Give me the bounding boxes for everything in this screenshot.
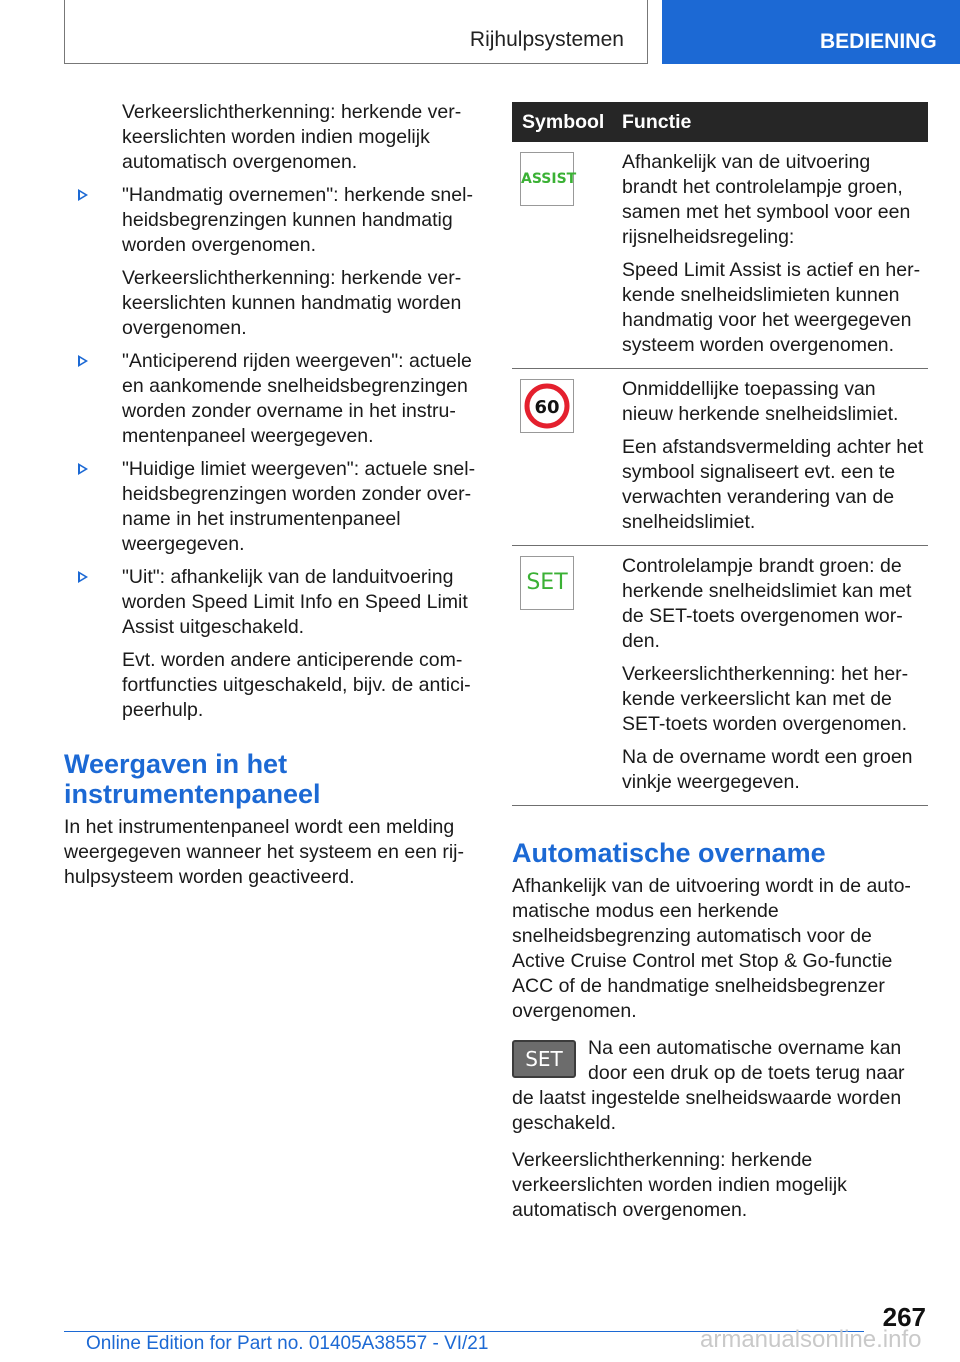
symbol-cell: [512, 142, 620, 369]
intro-paragraph: Verkeerslichtherkenning: herkende verkeerslichten worden indien mogelijk automatisch overgenomen.: [122, 101, 462, 173]
section-heading: Weergaven in het instrumentenpaneel: [64, 749, 321, 809]
right-column: [512, 102, 928, 1223]
section-heading: Automatische overname: [512, 838, 826, 868]
symbol-cell: [512, 546, 620, 806]
column-header-function: Functie: [620, 102, 928, 142]
list-item-text: "Huidige limiet weergeven": actuele snelheidsbegrenzingen worden zonder overname in het instrumentenpaneel weergegeven.: [122, 458, 476, 555]
list-item-subtext: Evt. worden andere anticiperende comfortfuncties uitgeschakeld, bijv. de anticipeerhulp.: [122, 649, 471, 721]
body-paragraph: Verkeerslichtherkenning: herkende verkeerslichten worden indien mogelijk automatisch overgenomen.: [512, 1149, 847, 1221]
chapter-tab: BEDIENING: [662, 0, 960, 64]
function-text: Verkeerslichtherkenning: het herkende verkeerslicht kan met de SET-toets worden overgenomen.: [622, 663, 909, 735]
body-paragraph: Na een automatische overname kan door een druk op de toets terug naar de laatst ingestelde snelheidswaarde worden geschakeld.: [512, 1037, 905, 1134]
list-item-text: "Anticiperend rijden weergeven": actuele en aankomende snelheidsbegrenzingen worden zonder overname in het instrumentenpaneel weergegeven.: [122, 350, 472, 447]
bullet-triangle-icon: [78, 189, 88, 201]
body-paragraph: Afhankelijk van de uitvoering wordt in de automatische modus een herkende snelheidsbegrenzing automatisch voor de Active Cruise Control met Stop & Go-functie ACC of de handmatige snelheidsbegrenzer overgenomen.: [512, 875, 911, 1022]
list-item: [122, 457, 476, 557]
function-text: Onmiddellijke toepassing van nieuw herkende snelheidslimiet.: [622, 378, 899, 425]
assist-indicator-icon: ASSIST: [520, 152, 574, 206]
function-text: Speed Limit Assist is actief en herkende snelheidslimieten kunnen handmatig voor het weergegeven systeem worden overgenomen.: [622, 259, 921, 356]
speed-limit-value: 60: [534, 397, 560, 418]
bullet-triangle-icon: [78, 463, 88, 475]
section-title: Rijhulpsystemen: [469, 28, 624, 51]
column-header-symbol: Symbool: [512, 102, 620, 142]
edition-text: Online Edition for Part no. 01405A38557 - VI/21: [86, 1333, 489, 1354]
symbol-table: [512, 102, 928, 806]
function-text: Een afstandsvermelding achter het symbool signaliseert evt. een te verwachten verandering van de snelheidslimiet.: [622, 436, 924, 533]
function-text: Afhankelijk van de uitvoering brandt het controlelampje groen, samen met het symbool voor een rijsnelheidsregeling:: [622, 151, 911, 248]
body-paragraph: In het instrumentenpaneel wordt een melding weergegeven wanneer het systeem en een rijhulpsysteem worden geactiveerd.: [64, 816, 464, 888]
left-column: [64, 100, 476, 890]
table-header-row: [512, 102, 928, 142]
symbol-cell: [512, 369, 620, 546]
list-item-text: "Uit": afhankelijk van de landuitvoering worden Speed Limit Info en Speed Limit Assist uitgeschakeld.: [122, 566, 468, 638]
list-item-text: "Handmatig overnemen": herkende snelheidsbegrenzingen kunnen handmatig worden overgenomen.: [122, 184, 473, 256]
table-row: [512, 142, 928, 369]
set-button-paragraph: [512, 1036, 928, 1136]
list-item: [122, 349, 476, 449]
function-text: Na de overname wordt een groen vinkje weergegeven.: [622, 746, 913, 793]
speed-limit-sign-icon: [520, 379, 574, 433]
list-item-subtext: Verkeerslichtherkenning: herkende verkeerslichten kunnen handmatig worden overgenomen.: [122, 267, 462, 339]
table-row: [512, 546, 928, 806]
set-button-icon: SET: [512, 1040, 576, 1078]
set-indicator-icon: SET: [520, 556, 574, 610]
table-row: [512, 369, 928, 546]
list-item: [122, 565, 476, 640]
watermark: armanualsonline.info: [700, 1326, 922, 1353]
function-cell: [620, 369, 928, 546]
list-item: [122, 183, 476, 258]
function-text: Controlelampje brandt groen: de herkende snelheidslimiet kan met de SET-toets overgenomen worden.: [622, 555, 912, 652]
bullet-triangle-icon: [78, 355, 88, 367]
page-number: 267: [882, 1302, 926, 1332]
function-cell: [620, 546, 928, 806]
bullet-triangle-icon: [78, 571, 88, 583]
function-cell: [620, 142, 928, 369]
